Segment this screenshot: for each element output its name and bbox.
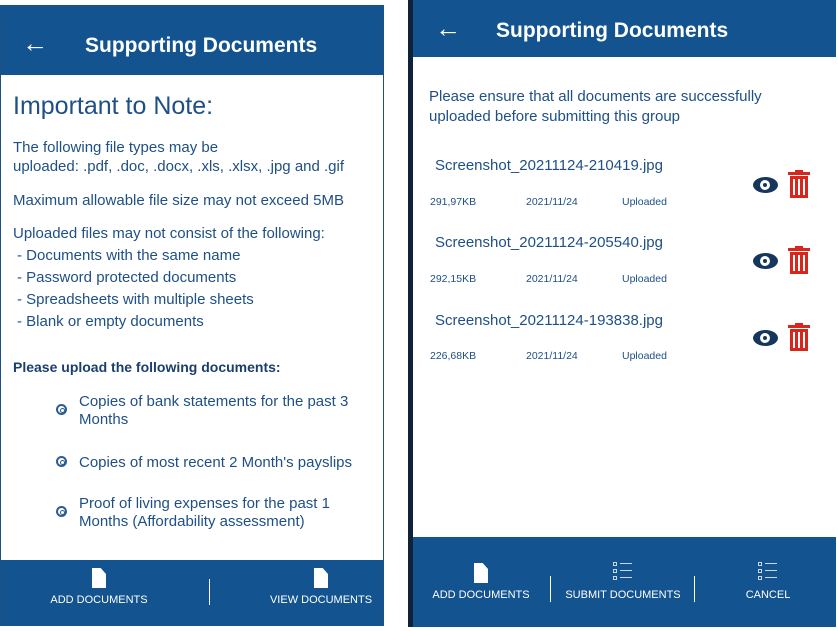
restriction-item: - Spreadsheets with multiple sheets (17, 291, 254, 308)
file-status: Uploaded (622, 273, 667, 285)
file-name: Screenshot_20211124-205540.jpg (435, 234, 663, 251)
add-documents-label: ADD DOCUMENTS (432, 589, 530, 601)
left-screen (0, 5, 384, 626)
required-doc-text: Proof of living expenses for the past 1 Months (Affordability assessment) (79, 495, 330, 530)
trash-icon[interactable] (788, 246, 810, 274)
required-doc-text: Copies of most recent 2 Month's payslips (79, 454, 352, 471)
page-title: Supporting Documents (85, 34, 318, 57)
cancel-label: CANCEL (745, 589, 791, 601)
page-title: Supporting Documents (496, 19, 729, 42)
restriction-item: - Documents with the same name (17, 247, 241, 264)
required-doc-text: Copies of bank statements for the past 3 Months (79, 393, 349, 428)
app-bar (413, 0, 836, 57)
file-size: 291,97KB (430, 196, 477, 208)
file-status: Uploaded (622, 350, 667, 362)
file-types-line-1: The following file types may be (13, 139, 219, 156)
right-screen (408, 0, 836, 627)
add-documents-button[interactable] (421, 563, 541, 601)
divider (550, 576, 551, 602)
back-arrow-icon[interactable]: ← (435, 13, 461, 43)
bottom-bar (413, 537, 836, 627)
view-documents-label: VIEW DOCUMENTS (269, 594, 373, 606)
file-date: 2021/11/24 (526, 273, 578, 285)
document-icon (314, 568, 328, 588)
upload-heading: Please upload the following documents: (13, 359, 281, 375)
view-documents-button[interactable] (261, 568, 381, 606)
file-date: 2021/11/24 (526, 350, 578, 362)
list-icon (758, 561, 778, 583)
document-icon (92, 568, 106, 588)
file-name: Screenshot_20211124-193838.jpg (435, 312, 663, 329)
max-size-text: Maximum allowable file size may not exceed 5MB (13, 192, 344, 209)
eye-icon[interactable] (753, 253, 778, 269)
file-date: 2021/11/24 (526, 196, 578, 208)
app-bar (1, 5, 383, 75)
list-icon (613, 561, 633, 583)
file-types-line-2: uploaded: .pdf, .doc, .docx, .xls, .xlsx, .jpg and .gif (13, 158, 345, 175)
file-size: 226,68KB (430, 350, 477, 362)
eye-icon[interactable] (753, 177, 778, 193)
document-icon (474, 563, 488, 583)
submit-documents-label: SUBMIT DOCUMENTS (565, 589, 681, 601)
file-size: 292,15KB (430, 273, 477, 285)
submit-documents-button[interactable] (559, 561, 687, 601)
trash-icon[interactable] (788, 323, 810, 351)
bottom-bar (1, 560, 383, 626)
restrictions-intro: Uploaded files may not consist of the following: (13, 225, 325, 242)
radio-ring-icon (56, 456, 67, 467)
divider (209, 579, 210, 605)
file-status: Uploaded (622, 196, 667, 208)
note-title: Important to Note: (13, 92, 214, 120)
cancel-button[interactable] (723, 561, 813, 601)
radio-ring-icon (56, 404, 67, 415)
file-name: Screenshot_20211124-210419.jpg (435, 157, 663, 174)
restriction-item: - Password protected documents (17, 269, 237, 286)
upload-instruction: Please ensure that all documents are successfully uploaded before submitting this group (429, 88, 762, 125)
restriction-item: - Blank or empty documents (17, 313, 204, 330)
divider (694, 576, 695, 602)
add-documents-label: ADD DOCUMENTS (50, 594, 148, 606)
back-arrow-icon[interactable]: ← (22, 28, 48, 58)
trash-icon[interactable] (788, 170, 810, 198)
radio-ring-icon (56, 506, 67, 517)
add-documents-button[interactable] (39, 568, 159, 606)
eye-icon[interactable] (753, 330, 778, 346)
